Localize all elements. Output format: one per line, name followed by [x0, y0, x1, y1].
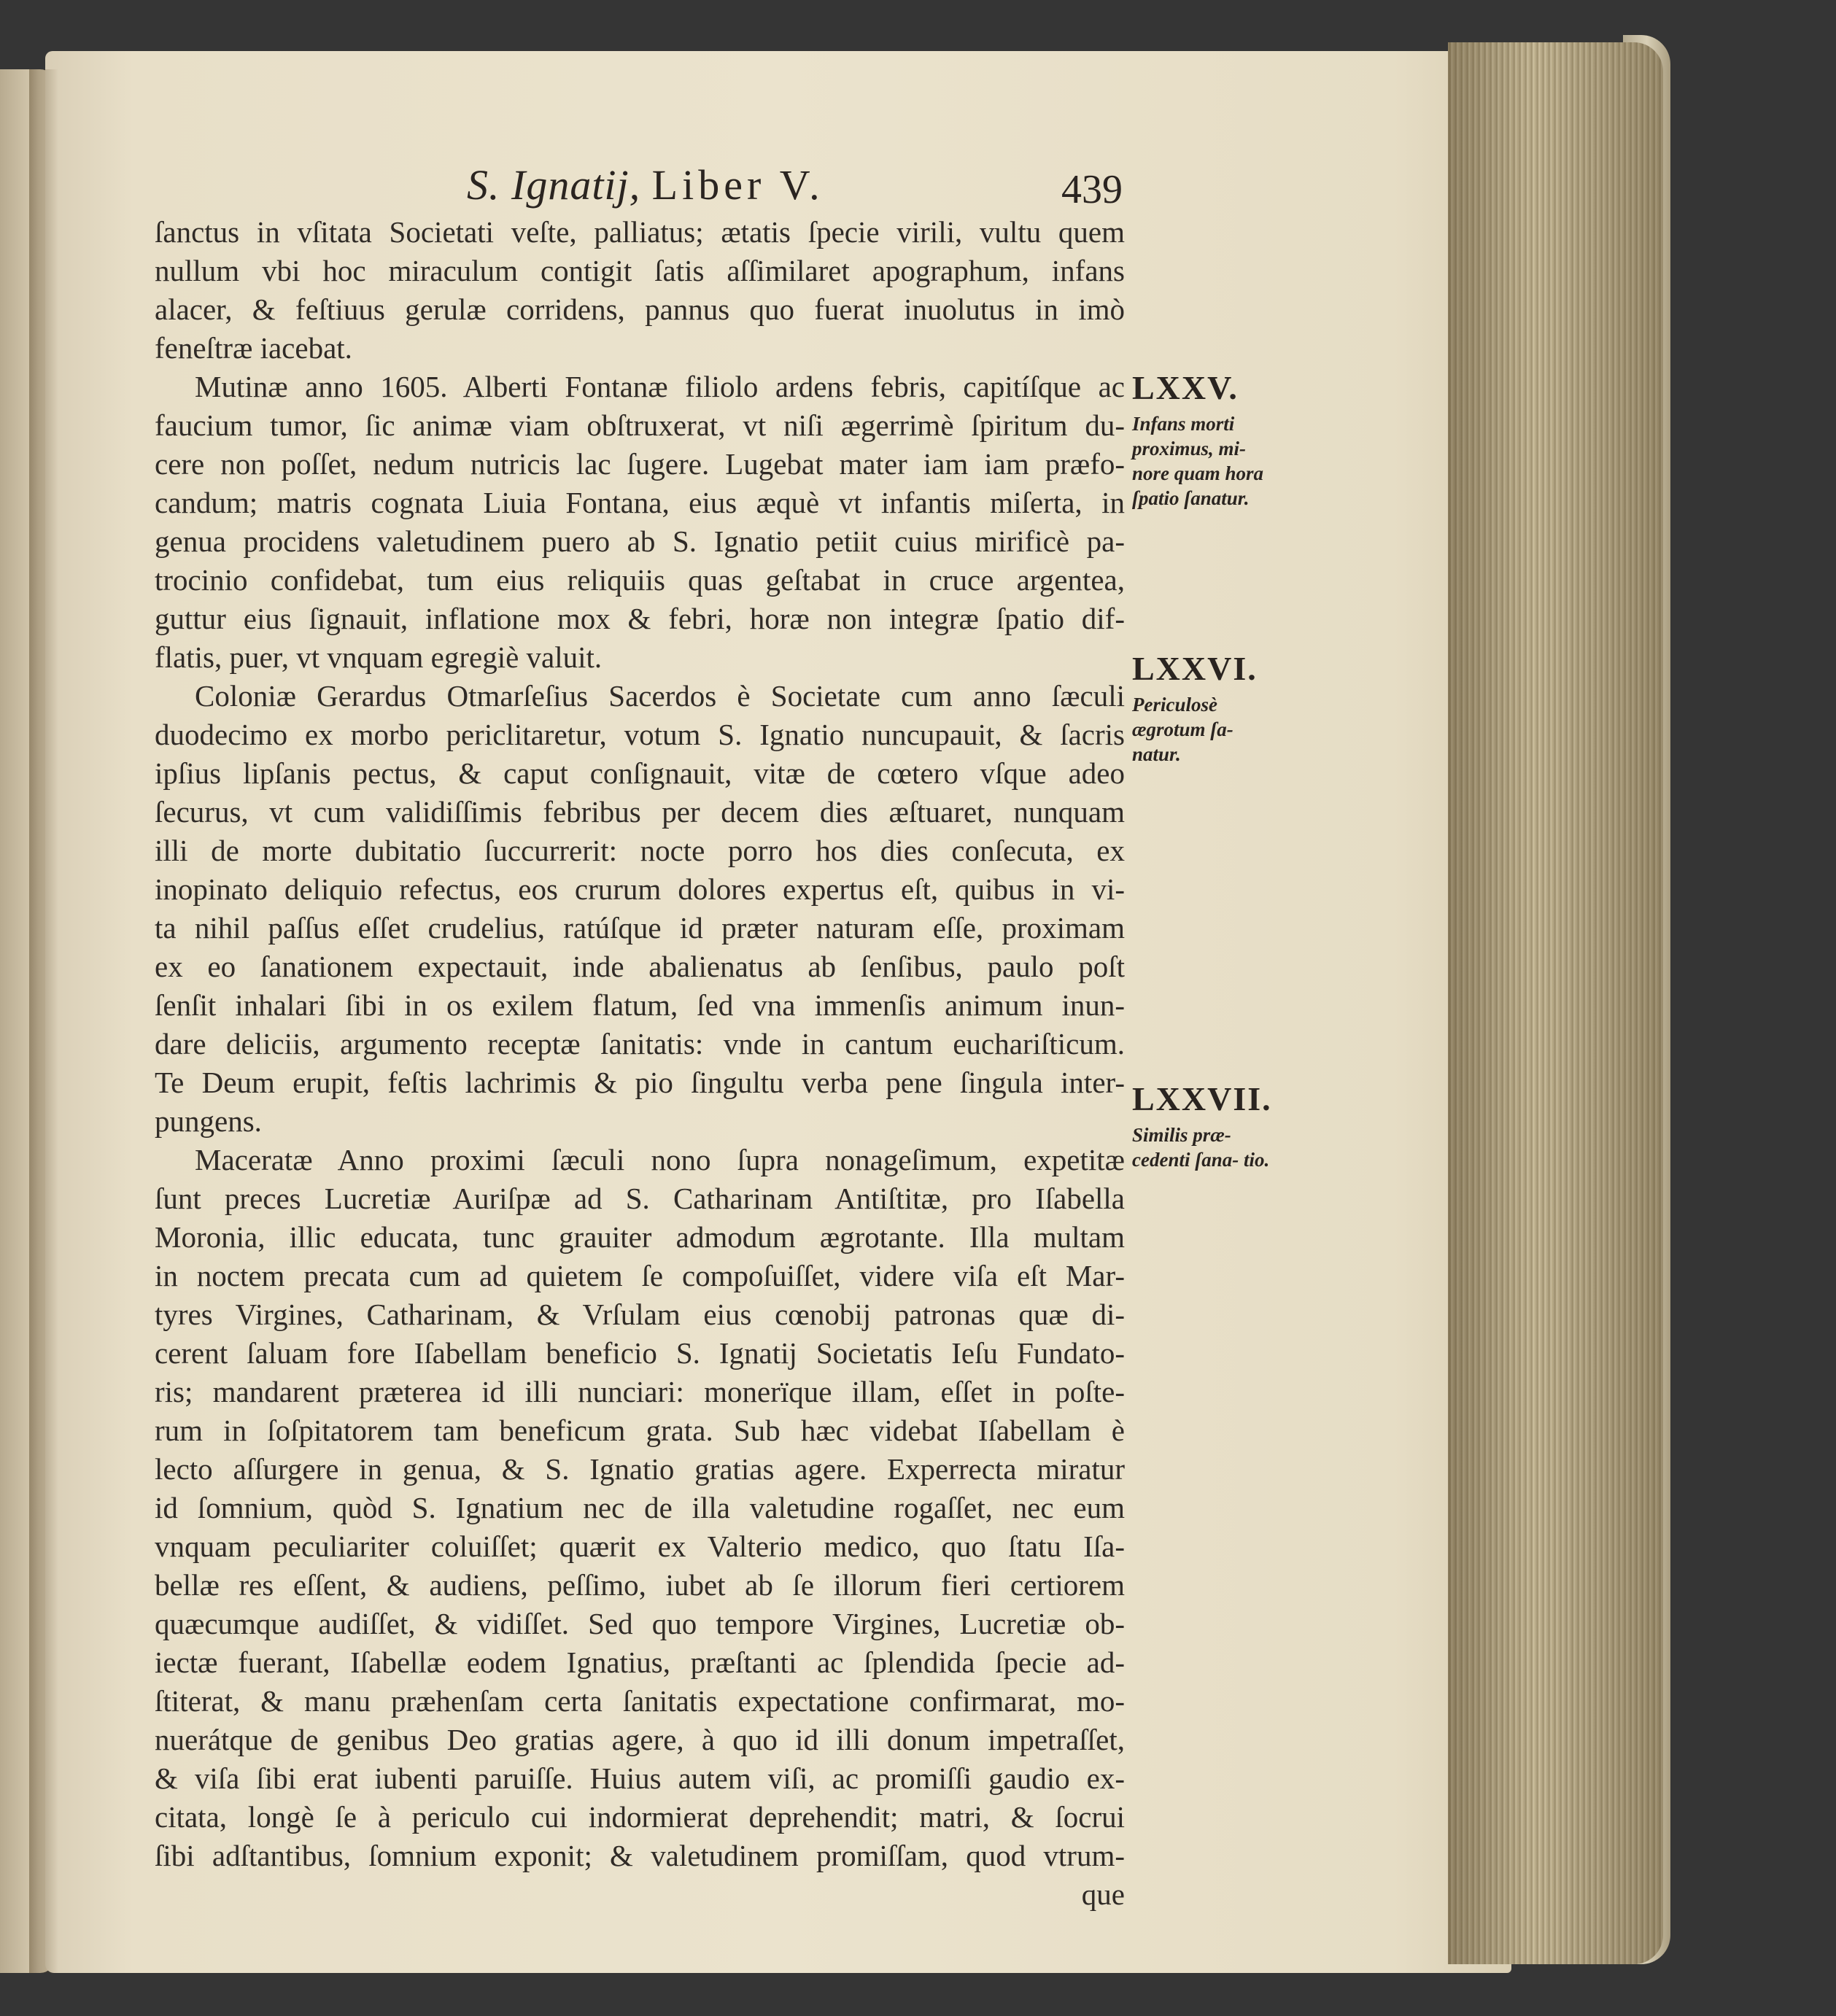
text-line: ſibi adſtantibus, ſomnium exponit; & valetudinem promiſſam, quod vtrum-	[155, 1839, 1125, 1872]
page-edge-shade	[1448, 42, 1663, 1964]
text-line: feneſtræ iacebat.	[155, 331, 352, 365]
text-line: iectæ fuerant, Iſabellæ eodem Ignatius, præſtanti ac ſplendida ſpecie ad-	[155, 1645, 1125, 1679]
margin-note-number: LXXVII.	[1132, 1080, 1272, 1117]
text-line: genua procidens valetudinem puero ab S. Ignatio petiit cuius mirificè pa-	[155, 524, 1125, 558]
text-line: Maceratæ Anno proximi ſæculi nono ſupra nonageſimum, expetitæ	[195, 1143, 1125, 1176]
text-line: inopinato deliquio refectus, eos crurum dolores expertus eſt, quibus in vi-	[155, 872, 1125, 906]
text-line: ex eo ſanationem expectauit, inde abalienatus ab ſenſibus, paulo poſt	[155, 950, 1125, 983]
text-line: nuerátque de genibus Deo gratias agere, à quo id illi donum impetraſſet,	[155, 1723, 1125, 1756]
page-number: 439	[1061, 167, 1123, 212]
text-line: cerent ſaluam fore Iſabellam beneficio S. Ignatij Societatis Ieſu Fundato-	[155, 1336, 1125, 1370]
text-line: Te Deum erupit, feſtis lachrimis & pio ſingultu verba pene ſingula inter-	[155, 1066, 1125, 1099]
text-line: ſtiterat, & manu præhenſam certa ſanitatis expectatione confirmarat, mo-	[155, 1684, 1125, 1718]
margin-note-lxxvi	[1132, 649, 1278, 767]
text-line: bellæ res eſſent, & audiens, peſſimo, iubet ab ſe illorum fieri certiorem	[155, 1568, 1125, 1602]
margin-note-text: Periculosè ægrotum ſa- natur.	[1132, 694, 1233, 765]
text-line: flatis, puer, vt vnquam egregiè valuit.	[155, 640, 603, 674]
text-line: Coloniæ Gerardus Otmarſeſius Sacerdos è Societate cum anno ſæculi	[195, 679, 1125, 713]
text-line: ſanctus in vſitata Societati veſte, palliatus; ætatis ſpecie virili, vultu quem	[155, 215, 1125, 249]
text-line: ta nihil paſſus eſſet crudelius, ratúſque id præter naturam eſſe, proximam	[155, 911, 1125, 945]
text-line: faucium tumor, ſic animæ viam obſtruxerat, vt niſi ægerrimè ſpiritum du-	[155, 408, 1125, 442]
text-line: candum; matris cognata Liuia Fontana, eius æquè vt infantis miſerta, in	[155, 486, 1125, 519]
text-line: tyres Virgines, Catharinam, & Vrſulam eius cœnobij patronas quæ di-	[155, 1298, 1125, 1331]
text-line: Moronia, illic educata, tunc grauiter admodum ægrotante. Illa multam	[155, 1220, 1125, 1254]
text-line: duodecimo ex morbo periclitaretur, votum S. Ignatio nuncupauit, & ſacris	[155, 718, 1125, 751]
text-line: id ſomnium, quòd S. Ignatium nec de illa valetudine rogaſſet, nec eum	[155, 1491, 1125, 1524]
margin-note-lxxvii	[1132, 1079, 1278, 1172]
text-line: pungens.	[155, 1104, 262, 1138]
text-line: vnquam peculiariter coluiſſet; quærit ex Valterio medico, quo ſtatu Iſa-	[155, 1530, 1125, 1563]
catchword: que	[1081, 1877, 1125, 1911]
text-line: ſecurus, vt cum validiſſimis febribus per decem dies æſtuaret, nunquam	[155, 795, 1125, 829]
text-line: ſunt preces Lucretiæ Auriſpæ ad S. Catharinam Antiſtitæ, pro Iſabella	[155, 1182, 1125, 1215]
margin-note-number: LXXV.	[1132, 369, 1239, 406]
margin-note-text: Similis præ- cedenti ſana- tio.	[1132, 1124, 1270, 1171]
text-line: & viſa ſibi erat iubenti paruiſſe. Huius autem viſi, ac promiſſi gaudio ex-	[155, 1761, 1125, 1795]
margin-note-lxxv	[1132, 368, 1278, 511]
text-line: quæcumque audiſſet, & vidiſſet. Sed quo tempore Virgines, Lucretiæ ob-	[155, 1607, 1125, 1640]
running-header	[467, 160, 824, 209]
book-gutter	[29, 69, 58, 1973]
text-line: ipſius lipſanis pectus, & caput conſignauit, vitæ de cœtero vſque adeo	[155, 756, 1125, 790]
text-line: alacer, & feſtiuus gerulæ corridens, pannus quo fuerat inuolutus in imò	[155, 292, 1125, 326]
text-line: trocinio confidebat, tum eius reliquiis quas geſtabat in cruce argentea,	[155, 563, 1125, 597]
running-title-italic: S. Ignatij,	[467, 161, 641, 209]
running-title-caps: Liber V.	[651, 161, 824, 209]
margin-note-text: Infans morti proximus, mi- nore quam hora ſpatio ſanatur.	[1132, 413, 1264, 509]
text-line: rum in ſoſpitatorem tam beneficum grata. Sub hæc videbat Iſabellam è	[155, 1414, 1125, 1447]
text-line: illi de morte dubitatio ſuccurrerit: nocte porro hos dies conſecuta, ex	[155, 834, 1125, 867]
text-line: guttur eius ſignauit, inflatione mox & febri, horæ non integræ ſpatio dif-	[155, 602, 1125, 635]
text-line: dare deliciis, argumento receptæ ſanitatis: vnde in cantum euchariſticum.	[155, 1027, 1125, 1061]
text-line: ſenſit inhalari ſibi in os exilem flatum, ſed vna immenſis animum inun-	[155, 988, 1125, 1022]
text-line: in noctem precata cum ad quietem ſe compoſuiſſet, videre viſa eſt Mar-	[155, 1259, 1125, 1292]
text-line: lecto aſſurgere in genua, & S. Ignatio gratias agere. Experrecta miratur	[155, 1452, 1125, 1486]
text-line: ris; mandarent præterea id illi nunciari: monerïque illam, eſſet in poſte-	[155, 1375, 1125, 1408]
text-line: nullum vbi hoc miraculum contigit ſatis aſſimilaret apographum, infans	[155, 254, 1125, 287]
text-line: Mutinæ anno 1605. Alberti Fontanæ filiolo ardens febris, capitíſque ac	[195, 370, 1125, 403]
body-text	[155, 213, 1125, 1914]
text-line: cere non poſſet, nedum nutricis lac ſugere. Lugebat mater iam iam præfo-	[155, 447, 1125, 481]
margin-note-number: LXXVI.	[1132, 650, 1258, 687]
text-line: citata, longè ſe à periculo cui indormierat deprehendit; matri, & ſocrui	[155, 1800, 1125, 1834]
